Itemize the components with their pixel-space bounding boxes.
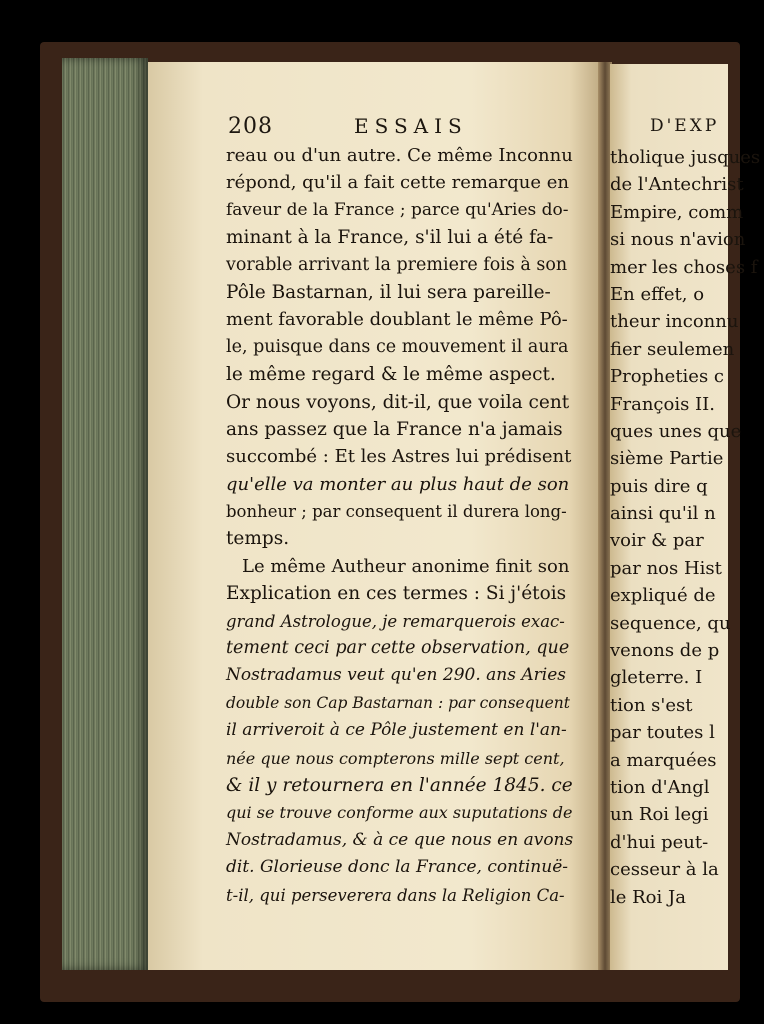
text-line: il arriveroit à ce Pôle justement en l'an- (226, 720, 567, 741)
right-text-line: par nos Hist (610, 557, 722, 579)
right-page-running-title: D'EXP (650, 116, 720, 136)
right-page-text (610, 144, 760, 911)
right-text-line: expliqué de (610, 585, 716, 607)
text-line: bonheur ; par consequent il durera long- (226, 502, 567, 522)
right-text-line: sième Partie (610, 448, 724, 470)
right-text-line: tholique jusques (610, 147, 761, 168)
text-line: dit. Glorieuse donc la France, continuë- (226, 857, 569, 878)
left-page-header (228, 114, 568, 144)
right-text-line: ainsi qu'il n (610, 503, 716, 525)
right-page (610, 64, 761, 970)
right-text-line: par toutes l (610, 722, 715, 744)
right-text-line: tion d'Angl (610, 776, 710, 798)
right-text-line: de l'Antechrist (610, 174, 744, 196)
right-text-line: François II. (610, 393, 715, 415)
right-text-line: le Roi Ja (610, 886, 686, 908)
text-line: tement ceci par cette observation, que (226, 638, 570, 659)
right-text-line: fier seulemen (610, 338, 735, 360)
text-line: reau ou d'un autre. Ce même Inconnu (226, 145, 573, 166)
right-text-line: puis dire q (610, 475, 708, 497)
text-line: t-il, qui perseverera dans la Religion Ca- (226, 885, 565, 905)
text-line: Or nous voyons, dit-il, que voila cent (226, 391, 570, 413)
right-text-line: tion s'est (610, 694, 693, 716)
text-line: qu'elle va monter au plus haut de son (226, 473, 570, 495)
text-line: Explication en ces termes : Si j'étois (226, 583, 567, 605)
running-title: ESSAIS (354, 114, 468, 138)
page-edges (62, 58, 148, 970)
text-line: Nostradamus, & à ce que nous en avons (226, 829, 574, 850)
text-line: Nostradamus veut qu'en 290. ans Aries (226, 665, 566, 686)
right-text-line: En effet, o (610, 283, 705, 305)
text-line: répond, qu'il a fait cette remarque en (226, 172, 570, 194)
text-line: grand Astrologue, je remarquerois exac- (226, 611, 565, 631)
text-line: temps. (226, 528, 290, 550)
right-text-line: si nous n'avion (610, 229, 746, 251)
text-line: le même regard & le même aspect. (226, 364, 556, 386)
right-text-line: a marquées (610, 749, 717, 771)
page-number: 208 (228, 114, 273, 139)
right-text-line: ques unes que (610, 420, 742, 442)
text-line: double son Cap Bastarnan : par consequent (226, 693, 571, 712)
right-text-line: mer les choses f (610, 256, 758, 278)
right-text-line: un Roi legi (610, 804, 709, 826)
right-text-line: gleterre. I (610, 667, 703, 689)
right-text-line: d'hui peut- (610, 831, 709, 853)
right-text-line: theur inconnu (610, 311, 739, 333)
text-line: Le même Autheur anonime finit son (242, 555, 570, 577)
left-page-text (226, 142, 572, 909)
text-line: ment favorable doublant le même Pô- (226, 309, 568, 331)
right-text-line: sequence, qu (610, 612, 731, 634)
text-line: née que nous compterons mille sept cent, (226, 748, 565, 768)
right-text-line: voir & par (610, 530, 704, 552)
right-text-line: venons de p (610, 640, 720, 662)
right-text-line: Empire, comm (610, 201, 744, 223)
text-line: minant à la France, s'il lui a été fa- (226, 227, 554, 249)
text-line: faveur de la France ; parce qu'Aries do- (226, 199, 569, 220)
right-text-line: Propheties c (610, 366, 725, 388)
text-line: vorable arrivant la premiere fois à son (226, 254, 568, 275)
text-line: & il y retournera en l'année 1845. ce (226, 774, 573, 796)
text-line: Pôle Bastarnan, il lui sera pareille- (226, 281, 551, 303)
right-text-line: cesseur à la (610, 859, 719, 881)
text-line: ans passez que la France n'a jamais (226, 418, 563, 440)
text-line: le, puisque dans ce mouvement il aura (226, 336, 569, 357)
text-line: succombé : Et les Astres lui prédisent (226, 446, 572, 468)
text-line: qui se trouve conforme aux suputations de (226, 803, 573, 823)
